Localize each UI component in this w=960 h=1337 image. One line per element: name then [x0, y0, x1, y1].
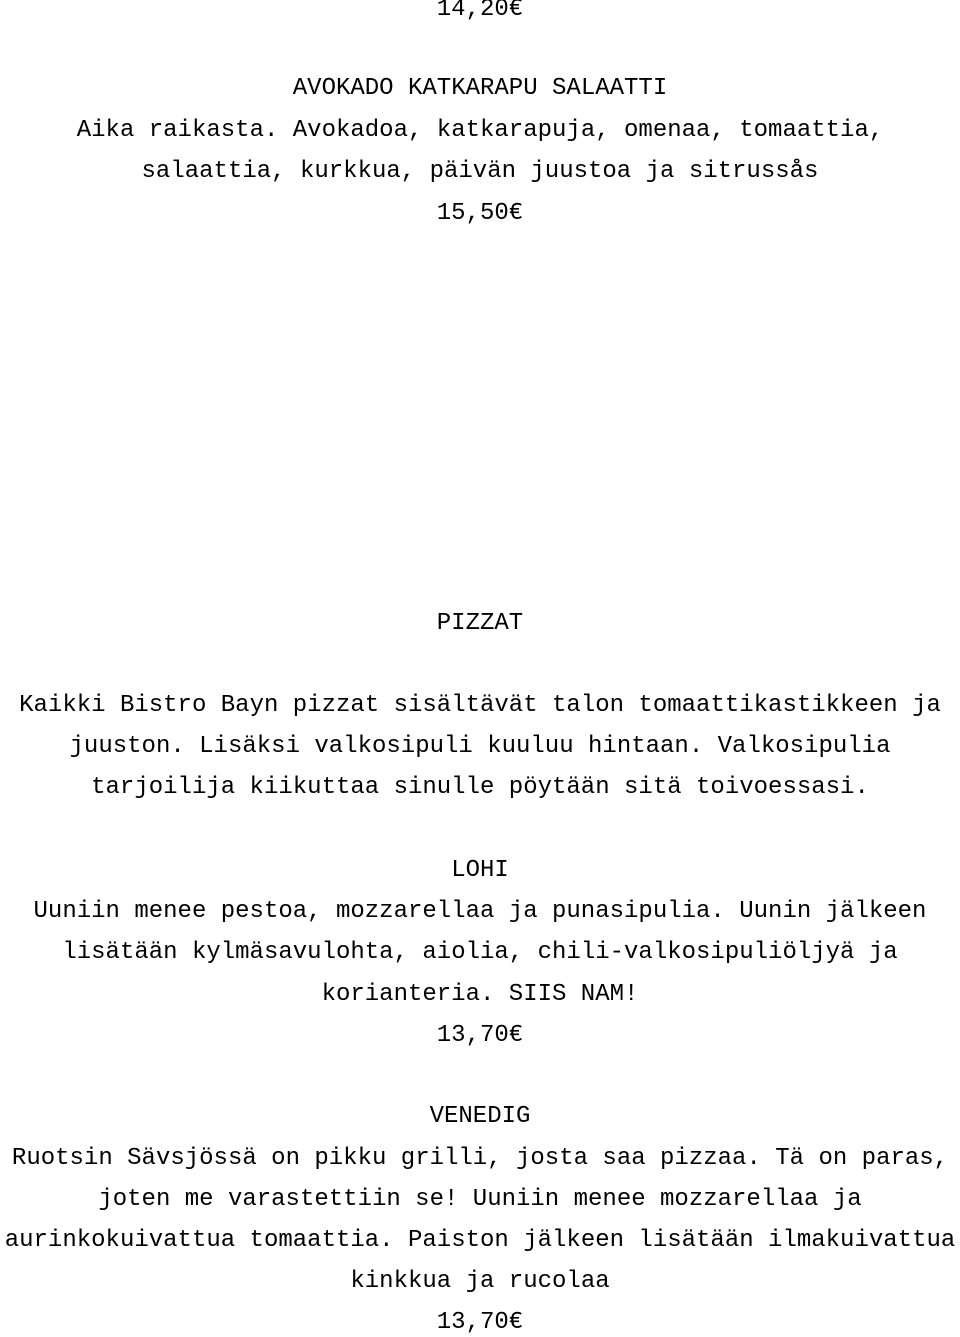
item-title: VENEDIG [429, 1103, 531, 1130]
section-intro-line: juuston. Lisäksi valkosipuli kuuluu hintaan. Valkosipulia [69, 733, 891, 760]
item-description-line: kinkkua ja rucolaa [350, 1268, 610, 1295]
section-intro-line: tarjoilija kiikuttaa sinulle pöytään sitä toivoessasi. [91, 774, 869, 801]
section-heading: PIZZAT [436, 610, 524, 637]
item-description-line: aurinkokuivattua tomaattia. Paiston jälkeen lisätään ilmakuivattua [4, 1227, 956, 1254]
item-title: LOHI [451, 857, 509, 884]
item-description-line: Uuniin menee pestoa, mozzarellaa ja punasipulia. Uunin jälkeen [33, 898, 927, 925]
item-description-line: salaattia, kurkkua, päivän juustoa ja sitrussås [141, 158, 819, 185]
section-intro-line: Kaikki Bistro Bayn pizzat sisältävät talon tomaattikastikkeen ja [19, 692, 941, 719]
item-description-line: Ruotsin Sävsjössä on pikku grilli, josta saa pizzaa. Tä on paras, [11, 1145, 949, 1172]
item-price: 13,70€ [436, 1022, 524, 1049]
item-description-line: Aika raikasta. Avokadoa, katkarapuja, omenaa, tomaattia, [76, 117, 884, 144]
item-description-line: korianteria. SIIS NAM! [321, 981, 639, 1008]
item-title: AVOKADO KATKARAPU SALAATTI [292, 75, 668, 102]
item-description-line: lisätään kylmäsavulohta, aiolia, chili-valkosipuliöljyä ja [62, 939, 898, 966]
previous-item-price: 14,20€ [436, 0, 524, 23]
item-description-line: joten me varastettiin se! Uuniin menee mozzarellaa ja [98, 1186, 862, 1213]
item-price: 15,50€ [436, 200, 524, 227]
item-price: 13,70€ [436, 1309, 524, 1336]
